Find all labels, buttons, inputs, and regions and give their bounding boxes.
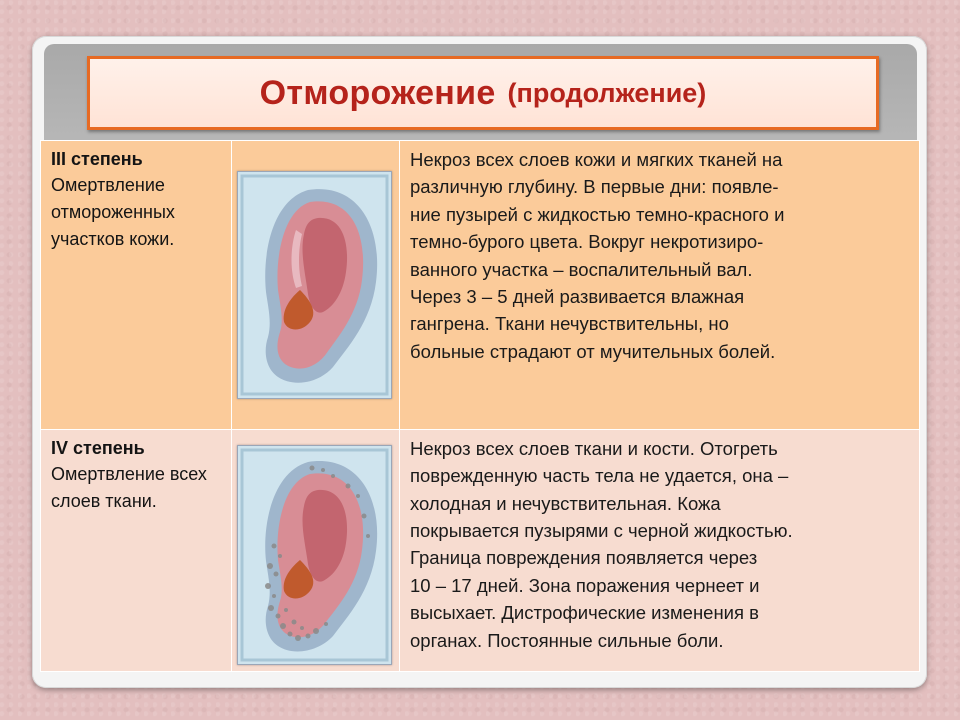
- ear-necrosis-icon: [237, 445, 392, 665]
- table-row-stage-3: [41, 141, 920, 430]
- stage-description: Омертвление всех слоев ткани.: [51, 463, 207, 511]
- title-box: [87, 56, 879, 130]
- ear-illustration-icon: [237, 171, 392, 399]
- image-cell: [232, 429, 400, 671]
- details-cell: [400, 141, 920, 430]
- page-subtitle: (продолжение): [507, 77, 707, 108]
- page-title: Отморожение: [259, 73, 496, 112]
- details-cell: [400, 429, 920, 671]
- stage-title: III степень: [51, 149, 143, 169]
- table-row-stage-4: [41, 429, 920, 671]
- stage-cell: [41, 141, 232, 430]
- stage-details: Некроз всех слоев ткани и кости. Отогреть поврежденную часть тела не удается, она – холодная и нечувствительная. Кожа покрывается пузырями с черной жидкостью. Граница повреждения появляется через 10 – 17 дней. Зона поражения чернеет и высыхает. Дистрофические изменения в органах. Постоянные сильные боли.: [410, 437, 793, 651]
- slide: [32, 36, 927, 688]
- image-cell: [232, 141, 400, 430]
- stage-cell: [41, 429, 232, 671]
- stage-title: IV степень: [51, 437, 145, 458]
- frostbite-table: [40, 140, 920, 672]
- stage-description: Омертвление отмороженных участков кожи.: [51, 175, 175, 249]
- stage-details: Некроз всех слоев кожи и мягких тканей на различную глубину. В первые дни: появле- ние пузырей с жидкостью темно-красного и темно-бурого цвета. Вокруг некротизиро- ванного участка – воспалительный вал. Через 3 – 5 дней развивается влажная гангрена. Ткани нечувствительны, но больные страдают от мучительных болей.: [410, 149, 785, 362]
